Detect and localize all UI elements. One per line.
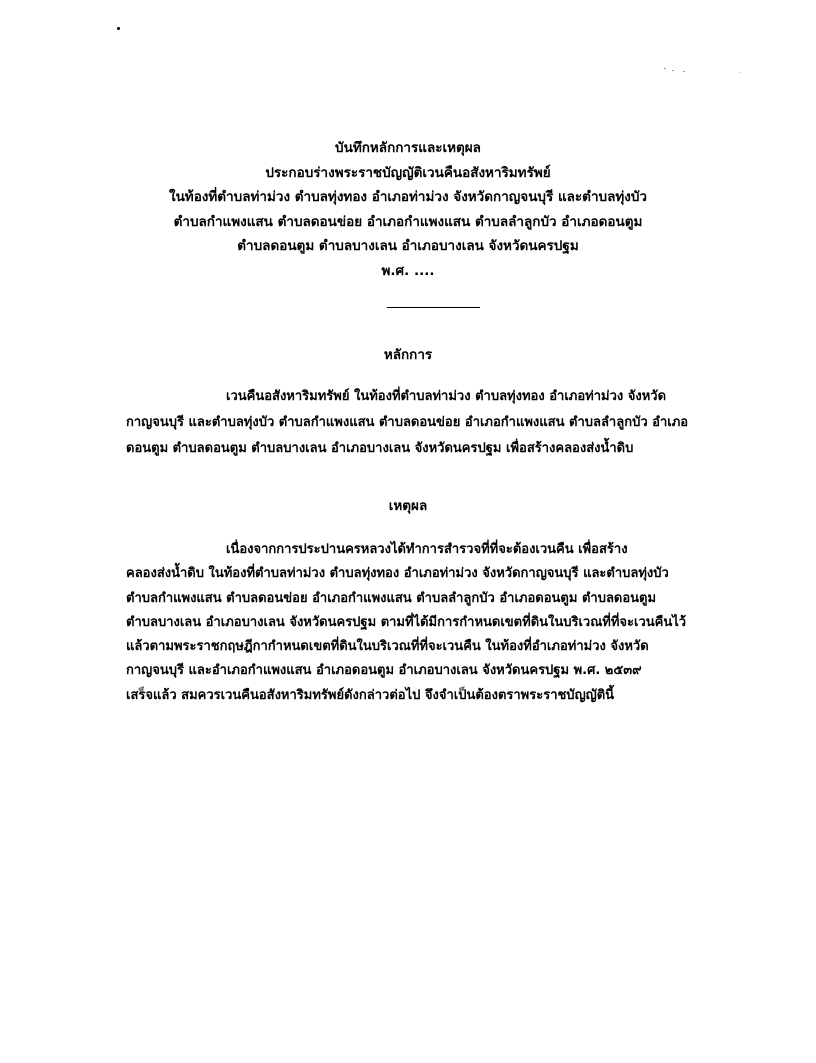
paragraph-line: เสร็จแล้ว สมควรเวนคืนอสังหาริมทรัพย์ดังกล่าวต่อไป จึงจำเป็นต้องตราพระราชบัญญัตินี้ — [126, 687, 615, 703]
scan-speck — [683, 71, 685, 72]
paragraph-line: แล้วตามพระราชกฤษฎีกากำหนดเขตที่ดินในบริเวณที่ที่จะเวนคืน ในท้องที่อำเภอท่าม่วง จังหวัด — [126, 639, 649, 655]
principle-paragraph — [126, 384, 746, 462]
paragraph-line: กาญจนบุรี และอำเภอกำแพงแสน อำเภอดอนตูม อำเภอบางเลน จังหวัดนครปฐม พ.ศ. ๒๕๓๙ — [126, 663, 642, 679]
paragraph-line: ตำบลกำแพงแสน ตำบลดอนข่อย อำเภอกำแพงแสน ตำบลลำลูกบัว อำเภอดอนตูม ตำบลดอนตูม — [126, 590, 657, 606]
title-line: ประกอบร่างพระราชบัญญัติเวนคืนอสังหาริมทรัพย์ — [265, 164, 551, 181]
paragraph-line: กาญจนบุรี และตำบลทุ่งบัว ตำบลกำแพงแสน ตำบลดอนข่อย อำเภอกำแพงแสน ตำบลลำลูกบัว อำเภอ — [126, 415, 689, 430]
title-line: ตำบลดอนตูม ตำบลบางเลน อำเภอบางเลน จังหวัดนครปฐม — [237, 238, 579, 255]
scan-speck — [672, 70, 674, 71]
title-line: ตำบลกำแพงแสน ตำบลดอนข่อย อำเภอกำแพงแสน ตำบลลำลูกบัว อำเภอดอนตูม — [173, 213, 643, 230]
paragraph-line: เวนคืนอสังหาริมทรัพย์ ในท้องที่ตำบลท่าม่วง ตำบลทุ่งทอง อำเภอท่าม่วง จังหวัด — [226, 389, 667, 404]
document-title — [0, 136, 816, 284]
title-divider — [387, 307, 480, 308]
title-line: บันทึกหลักการและเหตุผล — [335, 140, 481, 156]
paragraph-line: ตำบลบางเลน อำเภอบางเลน จังหวัดนครปฐม ตามที่ได้มีการกำหนดเขตที่ดินในบริเวณที่ที่จะเวนคืนไว้ — [126, 614, 687, 630]
paragraph-line: ดอนตูม ตำบลดอนตูม ตำบลบางเลน อำเภอบางเลน จังหวัดนครปฐม เพื่อสร้างคลองส่งน้ำดิบ — [126, 441, 634, 456]
scan-speck — [664, 68, 666, 69]
paragraph-line: เนื่องจากการประปานครหลวงได้ทำการสำรวจที่ที่จะต้องเวนคืน เพื่อสร้าง — [226, 542, 628, 557]
reason-heading: เหตุผล — [388, 498, 428, 514]
paragraph-line: คลองส่งน้ำดิบ ในท้องที่ตำบลท่าม่วง ตำบลทุ่งทอง อำเภอท่าม่วง จังหวัดกาญจนบุรี และตำบลทุ่งบัว — [126, 566, 669, 582]
reason-paragraph — [126, 538, 746, 708]
scan-speck — [117, 27, 120, 30]
principle-heading: หลักการ — [383, 347, 433, 363]
title-line: ในท้องที่ตำบลท่าม่วง ตำบลทุ่งทอง อำเภอท่าม่วง จังหวัดกาญจนบุรี และตำบลทุ่งบัว — [168, 189, 648, 206]
title-year: พ.ศ. .... — [381, 262, 435, 279]
scan-speck — [739, 72, 740, 73]
